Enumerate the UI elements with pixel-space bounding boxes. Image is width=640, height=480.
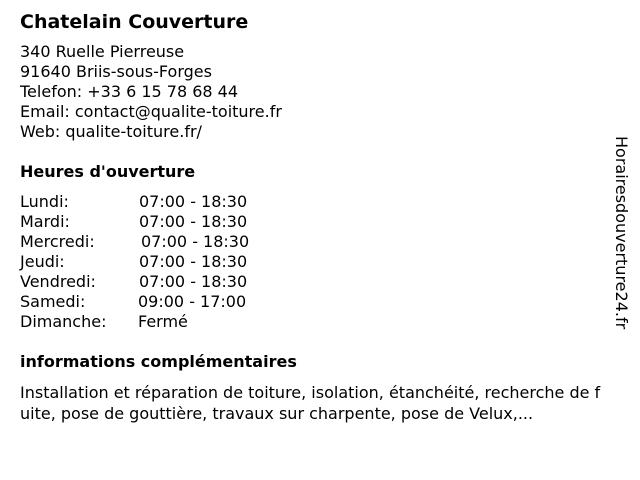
opening-hours-table <box>20 192 620 332</box>
email-address[interactable]: Email: contact@qualite-toiture.fr <box>20 102 282 121</box>
hours-row-jeudi <box>20 252 620 272</box>
address-block <box>20 42 620 142</box>
phone-number[interactable]: Telefon: +33 6 15 78 68 44 <box>20 82 239 101</box>
day-label: Lundi: <box>20 192 69 211</box>
hours-row-lundi <box>20 192 620 212</box>
city-address: 91640 Briis-sous-Forges <box>20 62 212 81</box>
hours-row-dimanche <box>20 312 620 332</box>
business-name: Chatelain Couverture <box>20 11 249 33</box>
day-label: Dimanche: <box>20 312 107 331</box>
hours-value: 07:00 - 18:30 <box>139 272 248 291</box>
hours-value: 07:00 - 18:30 <box>139 212 248 231</box>
day-label: Mercredi: <box>20 232 95 251</box>
day-label: Mardi: <box>20 212 70 231</box>
hours-row-mardi <box>20 212 620 232</box>
website-link[interactable]: Web: qualite-toiture.fr/ <box>20 122 202 141</box>
hours-value: 09:00 - 17:00 <box>138 292 247 311</box>
site-watermark: Horairesdouverture24.fr <box>612 136 631 330</box>
hours-row-mercredi <box>20 232 620 252</box>
additional-info-text: Installation et réparation de toiture, isolation, étanchéité, recherche de fuite, pose de gouttière, travaux sur charpente, pose de Velux,... <box>20 383 601 423</box>
hours-value: 07:00 - 18:30 <box>141 232 250 251</box>
additional-info-heading: informations complémentaires <box>20 352 297 371</box>
hours-value: 07:00 - 18:30 <box>139 192 248 211</box>
day-label: Vendredi: <box>20 272 96 291</box>
hours-value: Fermé <box>138 312 188 331</box>
hours-row-vendredi <box>20 272 620 292</box>
opening-hours-heading: Heures d'ouverture <box>20 162 196 181</box>
street-address: 340 Ruelle Pierreuse <box>20 42 185 61</box>
day-label: Jeudi: <box>20 252 65 271</box>
business-card <box>20 10 620 424</box>
day-label: Samedi: <box>20 292 86 311</box>
hours-value: 07:00 - 18:30 <box>139 252 248 271</box>
hours-row-samedi <box>20 292 620 312</box>
